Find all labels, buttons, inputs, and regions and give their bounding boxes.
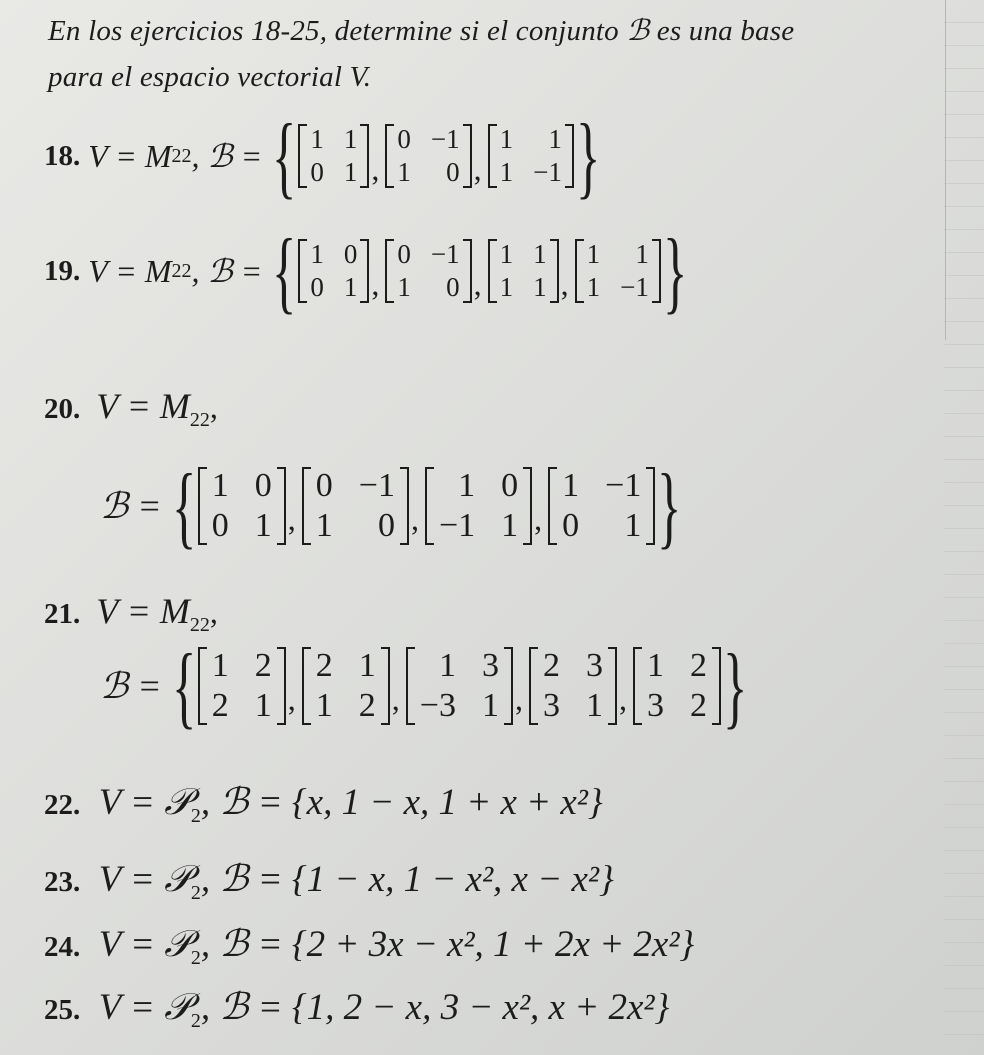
matrix-entry: 2	[211, 687, 229, 724]
matrix-entry: 3	[646, 687, 664, 724]
matrix-entry: 0	[315, 467, 333, 504]
left-brace: {	[272, 220, 297, 322]
matrix-entry: −1	[430, 239, 460, 269]
matrix	[548, 465, 655, 547]
exercise-number: 25.	[44, 994, 81, 1026]
matrix-entry: 2	[542, 647, 560, 684]
matrix-entry: 1	[533, 272, 547, 302]
exercise-number: 22.	[44, 789, 81, 821]
matrix-entry: 2	[689, 687, 707, 724]
vector-space: V = M	[96, 591, 190, 631]
exercise-24	[44, 922, 694, 970]
matrix-entry: 1	[211, 647, 229, 684]
matrix-entry: 0	[446, 157, 460, 187]
matrix	[302, 465, 409, 547]
vector-space: V = M	[96, 386, 190, 426]
exercise-18: 18. V = M 22 , ℬ = { 1 1 0 1 , 0 −1 1 0 , 1 1 1 −1 }	[44, 105, 601, 207]
instructions	[48, 8, 948, 100]
matrix-entry: 1	[501, 507, 519, 544]
matrix	[385, 122, 471, 190]
matrix-entry: 1	[310, 124, 324, 154]
exercise-number: 18.	[44, 139, 81, 172]
instructions-line-2: para el espacio vectorial V.	[48, 61, 372, 93]
right-brace: }	[657, 455, 682, 557]
right-brace: }	[722, 635, 748, 737]
matrix-entry: 1	[458, 467, 476, 504]
exercise-25	[44, 985, 669, 1033]
exercise-22	[44, 780, 603, 828]
matrix-entry: 0	[397, 239, 411, 269]
matrix-entry: 2	[254, 647, 272, 684]
matrix-entry: 3	[542, 687, 560, 724]
matrix	[302, 645, 390, 727]
matrix	[425, 465, 532, 547]
matrix-entry: 1	[624, 507, 642, 544]
matrix-entry: 1	[211, 467, 229, 504]
matrix-entry: 1	[343, 124, 358, 154]
matrix-entry: 2	[358, 687, 376, 724]
matrix-entry: 1	[397, 272, 411, 302]
matrix-entry: 1	[358, 647, 376, 684]
subscript: 2	[190, 882, 201, 904]
matrix-entry: −3	[419, 687, 456, 724]
matrix-entry: 1	[499, 272, 514, 302]
matrix-entry: −1	[620, 272, 649, 302]
exercise-number: 20.	[44, 393, 81, 425]
matrix-entry: 1	[499, 157, 514, 187]
matrix-entry: 0	[562, 507, 580, 544]
basis-label: ℬ =	[100, 666, 162, 706]
vector-space: V = 𝒫	[98, 859, 191, 900]
vector-space: V = 𝒫	[98, 924, 191, 965]
exercise-number: 24.	[44, 931, 81, 963]
matrix-entry: 1	[397, 157, 411, 187]
instructions-line-1: En los ejercicios 18-25, determine si el conjunto ℬ es una base	[48, 15, 795, 47]
matrix	[298, 122, 369, 190]
matrix-entry: 1	[562, 467, 580, 504]
matrix-entry: 0	[310, 272, 324, 302]
left-brace: {	[171, 635, 196, 737]
matrix-entry: 1	[438, 647, 456, 684]
trailing-comma: ,	[209, 594, 218, 630]
matrix	[633, 645, 721, 727]
subscript: 2	[190, 947, 201, 969]
matrix-entry: 1	[548, 124, 562, 154]
matrix-entry: −1	[533, 157, 562, 187]
basis-label: , ℬ =	[191, 253, 263, 289]
matrix-entry: 1	[533, 239, 547, 269]
matrix-entry: 1	[343, 272, 358, 302]
exercise-20-basis: ℬ = { 1 0 0 1 , 0 −1 1 0 , 1 0 −1 1 , 1 −1 0 1 }	[100, 455, 682, 557]
basis-label: , ℬ =	[191, 138, 263, 174]
left-brace: {	[272, 105, 297, 207]
subscript: 22	[189, 409, 210, 431]
matrix-entry: 0	[254, 467, 272, 504]
matrix-entry: 1	[254, 507, 272, 544]
matrix-entry: 0	[310, 157, 324, 187]
matrix-entry: 0	[397, 124, 411, 154]
exercise-number: 21.	[44, 598, 81, 630]
matrix-entry: 2	[315, 647, 333, 684]
matrix-entry: 1	[635, 239, 649, 269]
matrix	[575, 237, 661, 305]
matrix	[198, 645, 286, 727]
matrix-entry: 1	[499, 239, 514, 269]
matrix-entry: 1	[254, 687, 272, 724]
exercise-19: 19. V = M 22 , ℬ = { 1 0 0 1 , 0 −1 1 0 , 1 1 1 1 , 1 1 1 −1 }	[44, 220, 688, 322]
matrix	[198, 465, 286, 547]
basis-label: ℬ =	[100, 486, 162, 526]
vector-space: V = M	[88, 137, 172, 174]
matrix-entry: −1	[430, 124, 460, 154]
matrix-entry: 1	[499, 124, 514, 154]
exercise-21-basis: ℬ = { 1 2 2 1 , 2 1 1 2 , 1 3 −3 1 , 2 3 3 1 , 1 2 3 2 }	[100, 635, 748, 737]
matrix	[488, 122, 574, 190]
matrix-entry: 1	[646, 647, 664, 684]
subscript: 22	[189, 614, 210, 636]
matrix-entry: 3	[481, 647, 499, 684]
matrix-entry: 1	[310, 239, 324, 269]
matrix-entry: 1	[315, 687, 333, 724]
matrix-entry: −1	[358, 467, 395, 504]
basis-set: , ℬ = {x, 1 − x, 1 + x + x²}	[200, 782, 603, 823]
exercise-21-header	[44, 590, 218, 637]
matrix	[529, 645, 617, 727]
vector-space: V = M	[88, 252, 172, 289]
trailing-comma: ,	[209, 389, 218, 425]
matrix-entry: 1	[343, 157, 358, 187]
exercise-number: 23.	[44, 866, 81, 898]
exercise-number: 19.	[44, 254, 81, 287]
matrix	[488, 237, 559, 305]
subscript: 22	[171, 259, 192, 282]
subscript: 2	[190, 1010, 201, 1032]
matrix	[406, 645, 513, 727]
matrix-entry: 0	[446, 272, 460, 302]
subscript: 2	[190, 805, 201, 827]
basis-set: , ℬ = {1 − x, 1 − x², x − x²}	[200, 859, 614, 900]
basis-set: , ℬ = {1, 2 − x, 3 − x², x + 2x²}	[200, 987, 670, 1028]
vector-space: V = 𝒫	[98, 782, 191, 823]
matrix-entry: 2	[689, 647, 707, 684]
matrix-entry: 1	[481, 687, 499, 724]
left-brace: {	[171, 455, 196, 557]
vector-space: V = 𝒫	[98, 987, 191, 1028]
matrix-entry: 0	[501, 467, 519, 504]
matrix-entry: 3	[585, 647, 603, 684]
matrix	[385, 237, 471, 305]
right-brace: }	[575, 105, 601, 207]
matrix	[298, 237, 369, 305]
right-brace: }	[662, 220, 688, 322]
matrix-entry: −1	[605, 467, 642, 504]
matrix-entry: 1	[586, 272, 601, 302]
matrix-entry: 0	[377, 507, 395, 544]
matrix-entry: 1	[586, 239, 601, 269]
basis-set: , ℬ = {2 + 3x − x², 1 + 2x + 2x²}	[200, 924, 695, 965]
subscript: 22	[171, 144, 192, 167]
matrix-entry: 0	[343, 239, 358, 269]
matrix-entry: 1	[585, 687, 603, 724]
exercise-23	[44, 857, 614, 905]
matrix-entry: 0	[211, 507, 229, 544]
exercise-20-header	[44, 385, 218, 432]
page-edge-lines	[944, 0, 984, 1055]
matrix-entry: −1	[438, 507, 476, 544]
matrix-entry: 1	[315, 507, 333, 544]
